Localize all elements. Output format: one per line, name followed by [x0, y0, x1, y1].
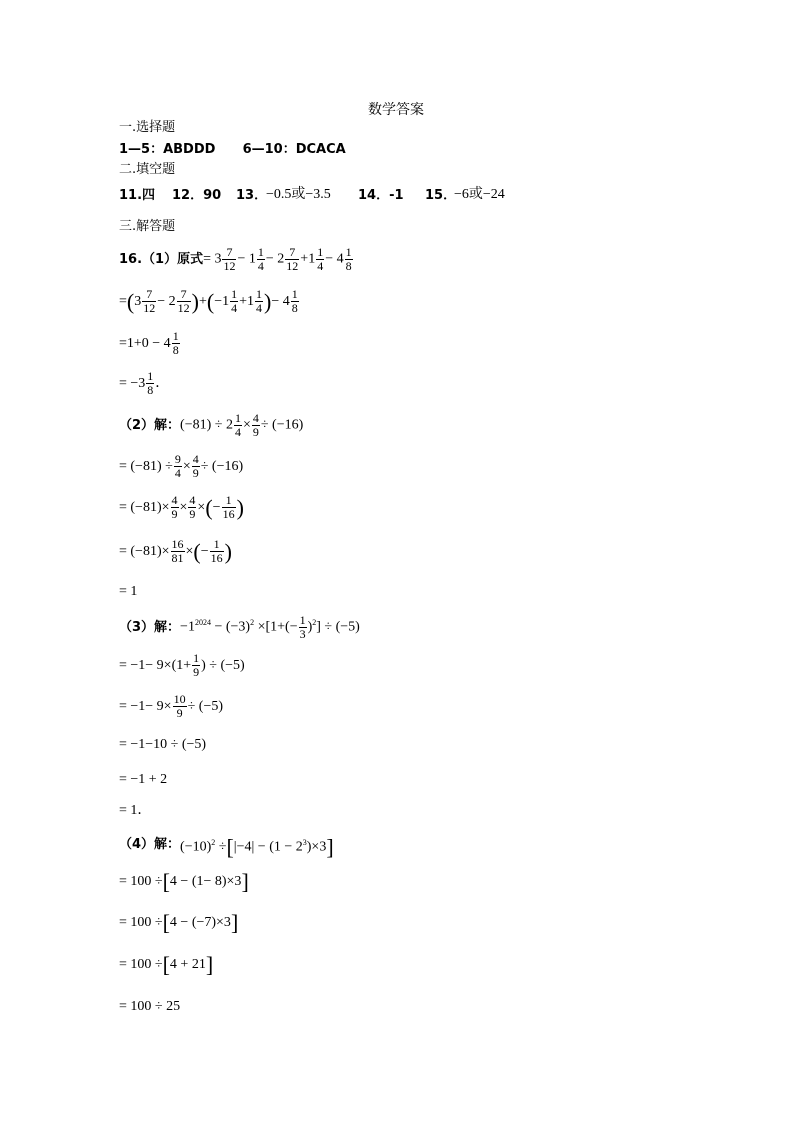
answer-15-label: 15．	[425, 188, 457, 203]
q16-p2-line2: = (−81) ÷ $\frac{9}{4}$ × $\frac{4}{9}$ ÷ (−16)	[119, 452, 244, 480]
q16-p2-line5: = 1	[119, 584, 138, 599]
q16-p3-line6: = 1．	[119, 803, 152, 818]
answer-15: −6或−24	[454, 187, 505, 202]
q16-p4-label: （4）解：	[119, 837, 181, 853]
section-heading-fill: 二.填空题	[119, 162, 176, 177]
q16-p3-line4: = −1−10 ÷ (−5)	[119, 737, 207, 752]
q16-p3-line3: = −1− 9× $\frac{10}{9}$ ÷ (−5)	[119, 692, 223, 720]
q16-p1-line4: = −3 $\frac{1}{8}$ ．	[119, 369, 170, 397]
answer-13: −0.5或−3.5	[266, 187, 331, 202]
q16-p1-line2: = ( 3 $\frac{7}{12}$ − 2 $\frac{7}{12}$ ) + ( −1 $\frac{1}{4}$ +1 $\frac{1}{4}$ ) − 4 $\frac{1}{8}$	[119, 287, 298, 315]
section-heading-solve: 三.解答题	[119, 219, 176, 234]
section-heading-choice: 一.选择题	[119, 120, 176, 135]
q16-p4-line4: = 100 ÷ [ 4 + 21 ]	[119, 952, 214, 977]
page-title: 数学答案	[368, 102, 424, 118]
q16-p1-line1: 16.（1）原式 = 3 $\frac{7}{12}$ − 1 $\frac{1}{4}$ − 2 $\frac{7}{12}$ +1 $\frac{1}{4}$ − 4 $\frac{1}{8}$	[119, 245, 352, 273]
answer-13-label: 13．	[236, 188, 268, 203]
q16-p1-label: 16.（1）原式	[119, 251, 204, 267]
q16-p3-label: （3）解：	[119, 619, 181, 635]
answer-12: 12．90	[172, 188, 222, 203]
answer-14: 14．-1	[358, 188, 404, 203]
q16-p4-line3: = 100 ÷ [ 4 − (−7)×3 ]	[119, 910, 239, 935]
q16-p3-line2: = −1− 9×(1+ $\frac{1}{9}$ ) ÷ (−5)	[119, 651, 245, 679]
choice-answers: 1—5：ABDDD 6—10：DCACA	[119, 142, 346, 157]
q16-p2-line3: = (−81)× $\frac{4}{9}$ × $\frac{4}{9}$ × ( − $\frac{1}{16}$ )	[119, 493, 244, 521]
q16-p4-line1: （4）解： $(-10)^2 \div[|-4| - (1 - 2^3)\times 3]$	[119, 834, 334, 860]
q16-p2-label: （2）解：	[119, 417, 181, 433]
q16-p2-line4: = (−81)× $\frac{16}{81}$ × ( − $\frac{1}{16}$ )	[119, 537, 232, 565]
q16-p4-line2: = 100 ÷ [ 4 − (1− 8)×3 ]	[119, 869, 249, 894]
q16-p1-line3: =1+0 − 4 $\frac{1}{8}$	[119, 329, 179, 357]
q16-p3-line1: （3）解： $-1^{2024} - (-3)^2 \times[1+(-$ $\frac{1}{3}$ )$^2$] ÷ (−5)	[119, 613, 360, 641]
q16-p2-line1: （2）解： (−81) ÷ 2 $\frac{1}{4}$ × $\frac{4}{9}$ ÷ (−16)	[119, 411, 304, 439]
q16-p4-line5: = 100 ÷ 25	[119, 999, 181, 1014]
answer-11: 11.四	[119, 188, 156, 203]
q16-p1-line3-text: =1+0 − 4	[119, 335, 171, 351]
q16-p3-line5: = −1 + 2	[119, 772, 168, 787]
